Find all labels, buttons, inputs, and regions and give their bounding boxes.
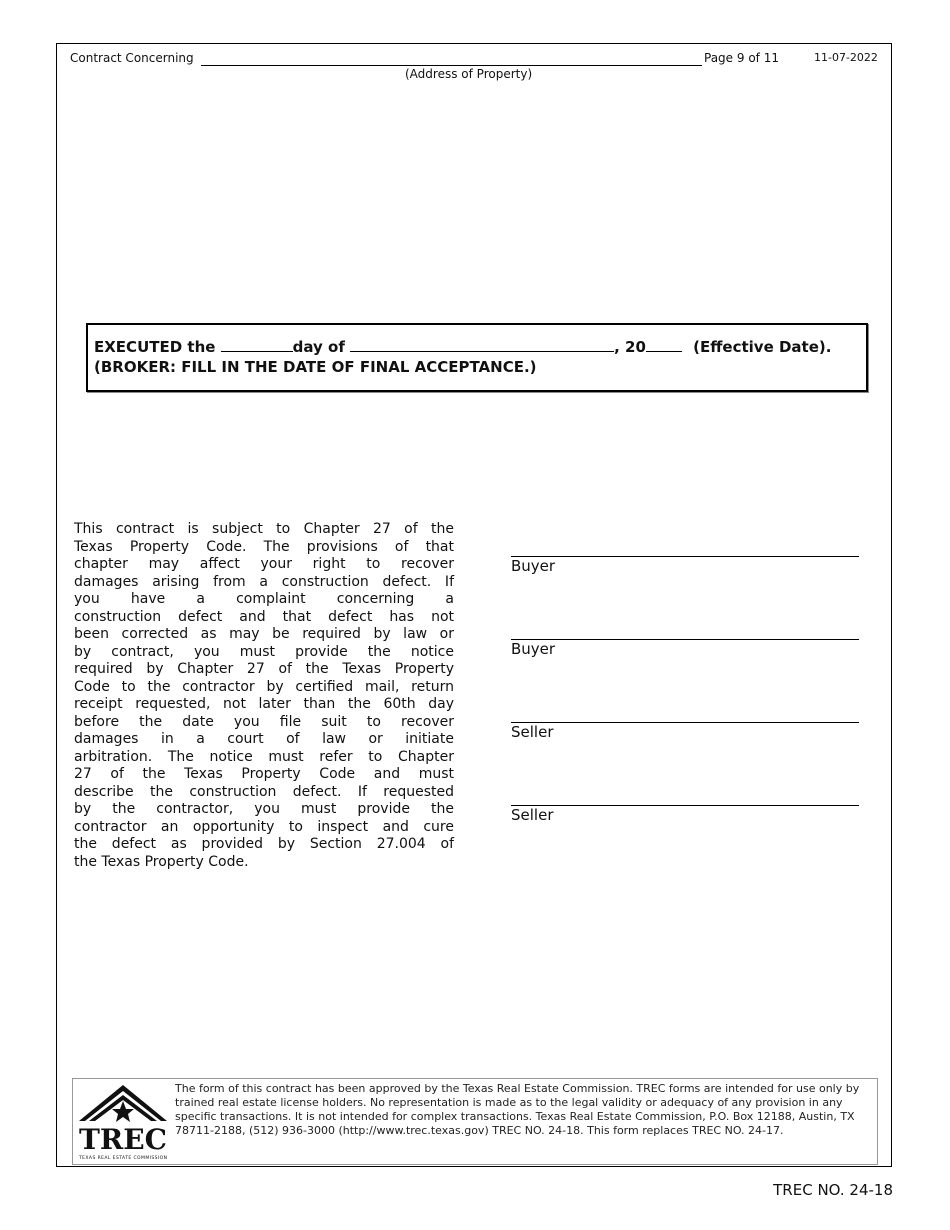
address-label: (Address of Property): [405, 67, 533, 81]
notice-line: contractor an opportunity to inspect and cure: [74, 818, 454, 835]
signature-label: Buyer: [511, 557, 556, 575]
footer-disclaimer: The form of this contract has been approved by the Texas Real Estate Commission. TREC forms are intended for use only by trained real estate license holders. No representation is made as to the legal validity or adequacy of any provision in any specific transactions. It is not intended for complex transactions. Texas Real Estate Commission, P.O. Box 12188, Austin, TX 78711-2188, (512) 936-3000 (http://www.trec.texas.gov) TREC NO. 24-18. This form replaces TREC NO. 24-17.: [175, 1082, 860, 1137]
year-field[interactable]: [646, 339, 682, 352]
notice-line: by the contractor, you must provide the: [74, 801, 454, 817]
seller-signature-line[interactable]: [511, 805, 859, 824]
effective-date-label: (Effective Date).: [693, 338, 832, 356]
notice-line: you have a complaint concerning a: [74, 591, 454, 607]
notice-line: damages arising from a construction defect. If: [74, 573, 454, 590]
month-field[interactable]: [350, 339, 614, 352]
notice-line: the defect as provided by Section 27.004 of: [74, 836, 454, 852]
notice-line: describe the construction defect. If requested: [74, 783, 454, 800]
notice-line: construction defect and that defect has not: [74, 608, 454, 625]
svg-text:TREC: TREC: [79, 1123, 167, 1156]
year-prefix: , 20: [614, 338, 646, 356]
buyer-signature-line[interactable]: [511, 556, 859, 575]
form-number: TREC NO. 24-18: [773, 1181, 893, 1199]
contract-concerning-label: Contract Concerning: [70, 51, 194, 65]
notice-line: arbitration. The notice must refer to Chapter: [74, 748, 454, 765]
notice-line: This contract is subject to Chapter 27 of the: [74, 521, 454, 537]
buyer-signature-line[interactable]: [511, 639, 859, 658]
signature-label: Seller: [511, 806, 554, 824]
notice-line: required by Chapter 27 of the Texas Property: [74, 661, 454, 677]
signature-label: Seller: [511, 723, 554, 741]
day-of-label: day of: [292, 338, 345, 356]
trec-logo-icon: [77, 1083, 169, 1161]
address-field[interactable]: [201, 65, 702, 66]
trec-footer: [72, 1078, 878, 1165]
notice-line: damages in a court of law or initiate: [74, 731, 454, 747]
page-number: Page 9 of 11: [704, 51, 779, 65]
seller-signature-line[interactable]: [511, 722, 859, 741]
executed-box: [86, 323, 868, 392]
notice-line: been corrected as may be required by law or: [74, 626, 454, 642]
notice-line: Code to the contractor by certified mail, return: [74, 678, 454, 695]
broker-note: (BROKER: FILL IN THE DATE OF FINAL ACCEPTANCE.): [94, 358, 537, 376]
svg-text:TEXAS REAL ESTATE COMMISSION: TEXAS REAL ESTATE COMMISSION: [79, 1156, 167, 1161]
notice-line: Texas Property Code. The provisions of that: [74, 538, 454, 555]
notice-line: receipt requested, not later than the 60th day: [74, 696, 454, 712]
day-field[interactable]: [221, 339, 293, 352]
signature-label: Buyer: [511, 640, 556, 658]
executed-the-label: EXECUTED the: [94, 338, 216, 356]
form-date: 11-07-2022: [814, 51, 878, 64]
notice-line: chapter may affect your right to recover: [74, 556, 454, 572]
notice-line: 27 of the Texas Property Code and must: [74, 766, 454, 782]
notice-line: the Texas Property Code.: [74, 853, 249, 870]
notice-line: before the date you file suit to recover: [74, 713, 454, 730]
chapter-27-notice: [74, 521, 454, 871]
notice-line: by contract, you must provide the notice: [74, 643, 454, 660]
